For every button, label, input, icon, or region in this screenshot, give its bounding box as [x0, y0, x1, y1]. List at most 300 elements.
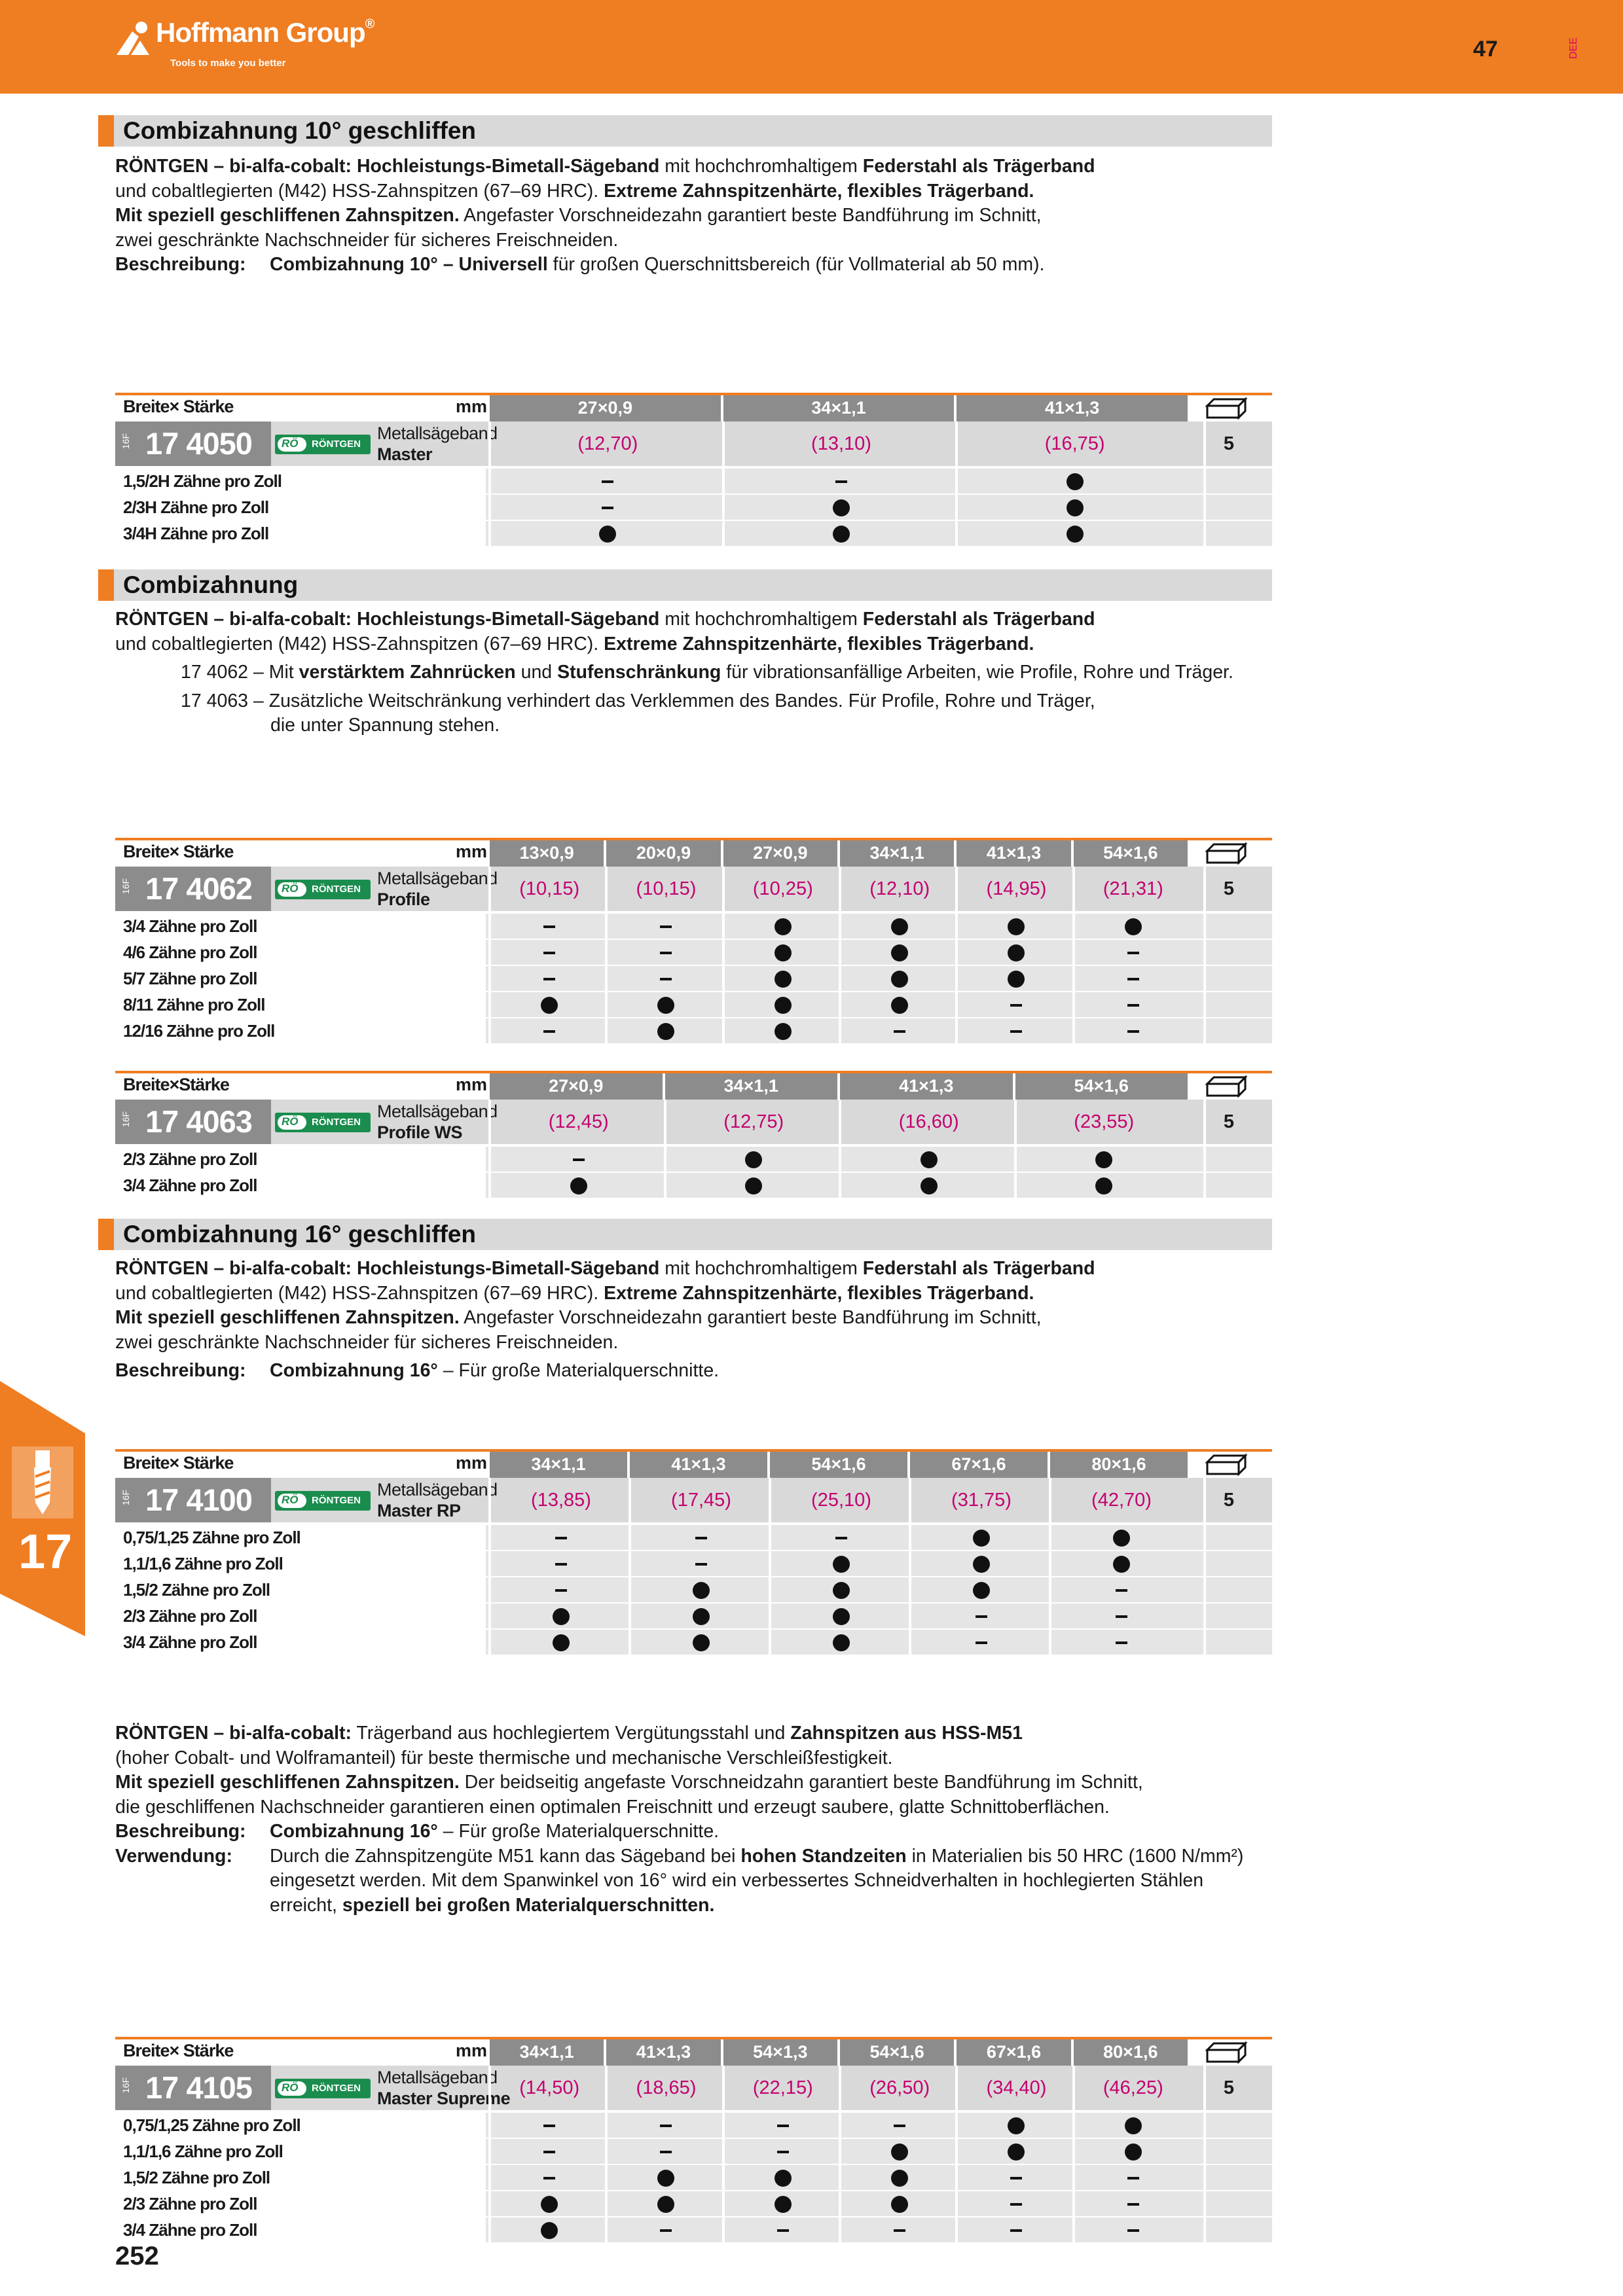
product-description [377, 423, 498, 465]
unit-label: mm [456, 2041, 488, 2060]
text-bold: RÖNTGEN – bi-alfa-cobalt: Hochleistungs-Bimetall-Sägeband [115, 609, 660, 630]
available-dot [657, 997, 674, 1014]
availability-cell[interactable] [488, 521, 725, 546]
section-title: Combizahnung 16° geschliffen [123, 1221, 477, 1247]
availability-cell[interactable] [605, 914, 724, 939]
available-dot [891, 971, 908, 988]
unavailable-dash [543, 925, 555, 928]
available-dot [891, 2144, 908, 2161]
unit-label: mm [456, 842, 488, 861]
availability-cell[interactable] [722, 495, 958, 520]
size-header-cell: 13×0,9 [490, 840, 604, 867]
availability-cell[interactable] [488, 1630, 631, 1655]
text: in Materialien bis 50 HRC (1600 N/mm²) [906, 1845, 1244, 1867]
pack-column-cell [1203, 1147, 1252, 1172]
size-header-cell: 34×1,1 [723, 395, 955, 422]
availability-cell[interactable] [769, 1525, 911, 1550]
product-name: Master RP [377, 1501, 461, 1520]
availability-cell[interactable] [722, 2113, 841, 2138]
roentgen-brand-logo [275, 2079, 371, 2098]
teeth-per-inch-label: 0,75/1,25 Zähne pro Zoll [123, 1528, 301, 1547]
unavailable-dash [1127, 2177, 1139, 2179]
availability-cell[interactable] [488, 2217, 608, 2242]
teeth-per-inch-label: 5/7 Zähne pro Zoll [123, 969, 257, 988]
availability-cell[interactable] [839, 1173, 1017, 1198]
availability-cell[interactable] [629, 1525, 771, 1550]
availability-cell[interactable] [955, 914, 1074, 939]
size-header-cell: 54×1,3 [723, 2039, 837, 2066]
unavailable-dash [660, 952, 672, 954]
availability-cell[interactable] [629, 1630, 771, 1655]
product-type: Metallsägeband [377, 869, 498, 888]
text: Angefaster Vorschneidezahn garantiert beste Bandführung im Schnitt, [459, 205, 1042, 226]
brand-oval [278, 882, 306, 897]
unavailable-dash [1116, 1589, 1127, 1592]
unavailable-dash [1116, 1641, 1127, 1644]
availability-cell[interactable] [909, 1551, 1051, 1576]
price-cell[interactable]: (10,25) [722, 867, 841, 911]
availability-cell[interactable] [955, 2165, 1074, 2190]
available-dot [775, 971, 792, 988]
availability-cell[interactable] [839, 2113, 958, 2138]
price-cell[interactable]: (42,70) [1049, 1478, 1192, 1522]
teeth-per-inch-label: 8/11 Zähne pro Zoll [123, 995, 265, 1014]
availability-cell[interactable] [488, 914, 608, 939]
pack-column-cell [1203, 1525, 1252, 1550]
product-row[interactable] [115, 2066, 1272, 2110]
text: für vibrationsanfällige Arbeiten, wie Profile, Rohre und Träger. [721, 662, 1233, 683]
availability-cell[interactable] [664, 1173, 842, 1198]
availability-cell[interactable] [1072, 940, 1192, 965]
pack-column-cell [1203, 1173, 1252, 1198]
availability-cell[interactable] [839, 1147, 1017, 1172]
teeth-per-inch-label: 1,1/1,6 Zähne pro Zoll [123, 2142, 283, 2161]
product-description [377, 868, 498, 910]
available-dot [1095, 1151, 1112, 1168]
availability-cell[interactable] [629, 1551, 771, 1576]
availability-cell[interactable] [839, 2165, 958, 2190]
availability-cell[interactable] [664, 1147, 842, 1172]
price-cell[interactable]: (46,25) [1072, 2066, 1192, 2110]
available-dot [973, 1556, 990, 1573]
unavailable-dash [573, 1158, 585, 1161]
availability-cell[interactable] [488, 1604, 631, 1628]
text: und cobaltlegierten (M42) HSS-Zahnspitzen (67–69 HRC). [115, 633, 604, 655]
unavailable-dash [894, 2229, 905, 2232]
unavailable-dash [835, 480, 847, 483]
text: (hoher Cobalt- und Wolframanteil) für beste thermische und mechanische Verschleißfestigkeit. [115, 1747, 893, 1768]
available-dot [1008, 2117, 1025, 2134]
unavailable-dash [660, 2151, 672, 2153]
price-cell[interactable]: (18,65) [605, 2066, 724, 2110]
availability-cell[interactable] [909, 1604, 1051, 1628]
size-header-row [115, 393, 1272, 422]
unit-label: mm [456, 1453, 488, 1473]
availability-cell[interactable] [488, 1018, 608, 1043]
section-accent [98, 115, 114, 147]
unavailable-dash [660, 2229, 672, 2232]
roentgen-brand-logo [275, 435, 371, 454]
text-bold: verstärktem Zahnrücken [299, 662, 516, 683]
available-dot [657, 1023, 674, 1040]
teeth-per-inch-label: 4/6 Zähne pro Zoll [123, 942, 257, 962]
text: eingesetzt werden. Mit dem Spanwinkel von 16° wird ein verbessertes Schneidverhalten in hochlegierten Stählen [270, 1870, 1204, 1891]
brand-reg: ® [365, 17, 374, 31]
available-dot [541, 2196, 558, 2213]
page-number: 47 [1473, 37, 1498, 62]
availability-cell[interactable] [605, 992, 724, 1017]
price-cell[interactable]: (12,70) [488, 422, 725, 466]
brand-oval [278, 2081, 306, 2096]
teeth-row [115, 2113, 1272, 2138]
availability-cell[interactable] [1072, 992, 1192, 1017]
availability-cell[interactable] [488, 2191, 608, 2216]
availability-cell[interactable] [605, 2217, 724, 2242]
available-dot [891, 997, 908, 1014]
section-header-combi-16 [98, 1219, 1272, 1250]
pack-column-cell [1203, 1604, 1252, 1628]
teeth-row [115, 992, 1272, 1017]
available-dot [745, 1151, 762, 1168]
availability-cell[interactable] [722, 1018, 841, 1043]
teeth-row [115, 2191, 1272, 2216]
product-row[interactable] [115, 1100, 1272, 1144]
product-row[interactable] [115, 867, 1272, 911]
availability-cell[interactable] [769, 1577, 911, 1602]
availability-cell[interactable] [605, 966, 724, 991]
text-bold: RÖNTGEN – bi-alfa-cobalt: Hochleistungs-Bimetall-Sägeband [115, 1258, 660, 1279]
text-bold: RÖNTGEN – bi-alfa-cobalt: Hochleistungs-Bimetall-Sägeband [115, 156, 660, 177]
availability-cell[interactable] [1072, 2165, 1192, 2190]
product-table-174050 [115, 393, 1272, 550]
available-dot [1113, 1556, 1130, 1573]
availability-cell[interactable] [722, 2217, 841, 2242]
teeth-label-cell [115, 1173, 486, 1198]
text-bold: Mit speziell geschliffenen Zahnspitzen. [115, 1307, 460, 1328]
product-description [377, 1479, 498, 1521]
availability-cell[interactable] [488, 495, 725, 520]
availability-cell[interactable] [722, 469, 958, 493]
availability-cell[interactable] [955, 992, 1074, 1017]
availability-cell[interactable] [488, 1147, 666, 1172]
availability-cell[interactable] [1049, 1577, 1192, 1602]
text-bold: Stufenschränkung [557, 662, 721, 683]
availability-cell[interactable] [488, 1173, 666, 1198]
hoffmann-logo[interactable] [115, 17, 403, 77]
price-cell[interactable]: (13,85) [488, 1478, 631, 1522]
price-cell[interactable]: (23,55) [1014, 1100, 1192, 1144]
available-dot [973, 1530, 990, 1547]
available-dot [833, 1608, 850, 1625]
teeth-per-inch-label: 3/4H Zähne pro Zoll [123, 524, 269, 543]
availability-cell[interactable] [488, 966, 608, 991]
teeth-label-cell [115, 966, 486, 991]
package-box-icon [1203, 840, 1249, 867]
brand-oval-text: RÖ [282, 1115, 299, 1128]
size-header-cell: 80×1,6 [1050, 1452, 1188, 1478]
price-cell[interactable]: (34,40) [955, 2066, 1074, 2110]
availability-cell[interactable] [1072, 2113, 1192, 2138]
text: mit hochchromhaltigem [659, 609, 863, 630]
availability-cell[interactable] [839, 940, 958, 965]
pack-column-cell [1203, 1630, 1252, 1655]
size-caption: Breite× Stärke [123, 397, 234, 416]
available-dot [1067, 499, 1084, 516]
text-bold: Extreme Zahnspitzenhärte, flexibles Trägerband. [604, 1282, 1034, 1304]
availability-cell[interactable] [629, 1604, 771, 1628]
availability-cell[interactable] [722, 521, 958, 546]
brand-tagline: Tools to make you better [170, 58, 286, 69]
availability-cell[interactable] [488, 1525, 631, 1550]
size-caption: Breite× Stärke [123, 2041, 234, 2060]
teeth-per-inch-label: 3/4 Zähne pro Zoll [123, 1175, 257, 1195]
price-cell[interactable]: (26,50) [839, 2066, 958, 2110]
availability-cell[interactable] [955, 521, 1192, 546]
text-bold: Mit speziell geschliffenen Zahnspitzen. [115, 1772, 460, 1793]
unavailable-dash [1127, 1004, 1139, 1007]
availability-cell[interactable] [605, 2165, 724, 2190]
article-number: 17 4105 [145, 2070, 252, 2105]
price-cell[interactable]: (25,10) [769, 1478, 911, 1522]
availability-cell[interactable] [488, 2165, 608, 2190]
article-number-box [115, 1100, 271, 1144]
availability-cell[interactable] [955, 495, 1192, 520]
price-cell[interactable]: (14,50) [488, 2066, 608, 2110]
unavailable-dash [1127, 978, 1139, 980]
unavailable-dash [1127, 2203, 1139, 2206]
unavailable-dash [543, 952, 555, 954]
unavailable-dash [543, 2177, 555, 2179]
teeth-row [115, 1147, 1272, 1172]
availability-cell[interactable] [909, 1630, 1051, 1655]
pack-quantity: 5 [1203, 1478, 1252, 1522]
text: – Für große Materialquerschnitte. [437, 1821, 720, 1842]
teeth-row [115, 2217, 1272, 2242]
availability-cell[interactable] [488, 469, 725, 493]
price-cell[interactable]: (22,15) [722, 2066, 841, 2110]
unit-label: mm [456, 397, 488, 416]
language-code: DEE [1568, 37, 1579, 59]
availability-cell[interactable] [1072, 2139, 1192, 2164]
availability-cell[interactable] [839, 1018, 958, 1043]
availability-cell[interactable] [722, 2191, 841, 2216]
available-dot [1125, 2117, 1142, 2134]
availability-cell[interactable] [955, 2139, 1074, 2164]
availability-cell[interactable] [1072, 914, 1192, 939]
product-table-174062 [115, 838, 1272, 1047]
availability-cell[interactable] [1072, 2191, 1192, 2216]
article-prefix: 16F [120, 1111, 131, 1128]
article-prefix: 16F [120, 878, 131, 895]
availability-cell[interactable] [722, 2139, 841, 2164]
unavailable-dash [894, 2125, 905, 2127]
product-row[interactable] [115, 1478, 1272, 1522]
teeth-per-inch-label: 1,5/2H Zähne pro Zoll [123, 471, 282, 491]
availability-cell[interactable] [488, 2113, 608, 2138]
availability-cell[interactable] [488, 940, 608, 965]
availability-cell[interactable] [1014, 1147, 1192, 1172]
teeth-row [115, 469, 1272, 493]
available-dot [553, 1608, 570, 1625]
roentgen-brand-logo [275, 1491, 371, 1511]
product-name: Profile [377, 889, 430, 909]
availability-cell[interactable] [955, 2191, 1074, 2216]
article-prefix: 16F [120, 433, 131, 450]
unavailable-dash [555, 1537, 567, 1539]
price-cell[interactable]: (10,15) [605, 867, 724, 911]
availability-cell[interactable] [488, 1577, 631, 1602]
availability-cell[interactable] [1049, 1551, 1192, 1576]
availability-cell[interactable] [488, 2139, 608, 2164]
available-dot [541, 2222, 558, 2239]
availability-cell[interactable] [839, 914, 958, 939]
availability-cell[interactable] [839, 2139, 958, 2164]
availability-cell[interactable] [1049, 1525, 1192, 1550]
availability-cell[interactable] [605, 2191, 724, 2216]
availability-cell[interactable] [955, 966, 1074, 991]
text-bold: Federstahl als Trägerband [862, 1258, 1095, 1279]
teeth-label-cell [115, 1525, 486, 1550]
price-cell[interactable]: (16,60) [839, 1100, 1017, 1144]
teeth-per-inch-label: 2/3 Zähne pro Zoll [123, 1149, 257, 1169]
unavailable-dash [976, 1615, 987, 1618]
size-header-cell: 80×1,6 [1074, 2039, 1188, 2066]
price-cell[interactable]: (14,95) [955, 867, 1074, 911]
availability-cell[interactable] [488, 1551, 631, 1576]
availability-cell[interactable] [605, 940, 724, 965]
availability-cell[interactable] [769, 1630, 911, 1655]
package-box-icon [1203, 1452, 1249, 1478]
availability-cell[interactable] [722, 914, 841, 939]
price-cell[interactable]: (12,45) [488, 1100, 666, 1144]
size-header-cell: 41×1,3 [957, 395, 1188, 422]
availability-cell[interactable] [1014, 1173, 1192, 1198]
text: die unter Spannung stehen. [270, 715, 500, 736]
availability-cell[interactable] [955, 1018, 1074, 1043]
teeth-per-inch-label: 1,5/2 Zähne pro Zoll [123, 2168, 270, 2187]
availability-cell[interactable] [839, 966, 958, 991]
price-cell[interactable]: (10,15) [488, 867, 608, 911]
availability-cell[interactable] [1049, 1604, 1192, 1628]
product-type: Metallsägeband [377, 423, 498, 443]
unavailable-dash [543, 1030, 555, 1033]
product-description [377, 1101, 498, 1143]
available-dot [1008, 2144, 1025, 2161]
availability-cell[interactable] [722, 940, 841, 965]
availability-cell[interactable] [722, 966, 841, 991]
available-dot [553, 1634, 570, 1651]
size-header-cell: 20×0,9 [606, 840, 720, 867]
unavailable-dash [894, 1030, 905, 1033]
price-cell[interactable]: (13,10) [722, 422, 958, 466]
available-dot [1113, 1530, 1130, 1547]
teeth-row [115, 2165, 1272, 2190]
availability-cell[interactable] [1072, 1018, 1192, 1043]
availability-cell[interactable] [769, 1604, 911, 1628]
availability-cell[interactable] [839, 992, 958, 1017]
teeth-per-inch-label: 12/16 Zähne pro Zoll [123, 1021, 275, 1041]
text: Angefaster Vorschneidezahn garantiert beste Bandführung im Schnitt, [459, 1307, 1042, 1328]
price-cell[interactable]: (16,75) [955, 422, 1192, 466]
section-accent [98, 569, 114, 601]
availability-cell[interactable] [955, 2113, 1074, 2138]
availability-cell[interactable] [605, 2139, 724, 2164]
available-dot [1008, 971, 1025, 988]
available-dot [833, 1634, 850, 1651]
size-header-cell: 34×1,1 [840, 840, 954, 867]
unavailable-dash [777, 2151, 789, 2153]
price-cell[interactable]: (17,45) [629, 1478, 771, 1522]
availability-cell[interactable] [722, 992, 841, 1017]
product-type: Metallsägeband [377, 2068, 498, 2087]
teeth-label-cell [115, 1147, 486, 1172]
price-cell[interactable]: (12,75) [664, 1100, 842, 1144]
teeth-label-cell [115, 992, 486, 1017]
size-header-cell: 34×1,1 [665, 1073, 838, 1100]
teeth-row [115, 1173, 1272, 1198]
unavailable-dash [543, 2151, 555, 2153]
availability-cell[interactable] [1072, 2217, 1192, 2242]
availability-cell[interactable] [629, 1577, 771, 1602]
price-cell[interactable]: (12,10) [839, 867, 958, 911]
availability-cell[interactable] [605, 2113, 724, 2138]
text-bold: RÖNTGEN – bi-alfa-cobalt: [115, 1723, 352, 1744]
unit-label: mm [456, 1075, 488, 1094]
teeth-label-cell [115, 2113, 486, 2138]
availability-cell[interactable] [605, 1018, 724, 1043]
availability-cell[interactable] [722, 2165, 841, 2190]
availability-cell[interactable] [909, 1577, 1051, 1602]
availability-cell[interactable] [955, 2217, 1074, 2242]
product-name: Profile WS [377, 1122, 463, 1142]
teeth-label-cell [115, 2165, 486, 2190]
availability-cell[interactable] [839, 2191, 958, 2216]
pack-column-cell [1203, 940, 1252, 965]
teeth-label-cell [115, 2139, 486, 2164]
availability-cell[interactable] [1072, 966, 1192, 991]
product-name: Master [377, 444, 433, 464]
available-dot [1125, 2144, 1142, 2161]
chapter-side-tab[interactable] [0, 1381, 85, 1636]
teeth-row [115, 966, 1272, 991]
size-header-row [115, 2037, 1272, 2066]
availability-cell[interactable] [1049, 1630, 1192, 1655]
size-header-cell: 54×1,6 [1074, 840, 1188, 867]
availability-cell[interactable] [955, 469, 1192, 493]
article-number-box [115, 1478, 271, 1522]
availability-cell[interactable] [909, 1525, 1051, 1550]
size-header-row [115, 838, 1272, 867]
pack-quantity: 5 [1203, 422, 1252, 466]
teeth-per-inch-label: 2/3 Zähne pro Zoll [123, 1606, 257, 1626]
available-dot [1125, 918, 1142, 935]
teeth-label-cell [115, 469, 486, 493]
price-cell[interactable]: (31,75) [909, 1478, 1051, 1522]
pack-quantity: 5 [1203, 867, 1252, 911]
product-row[interactable] [115, 422, 1272, 466]
available-dot [833, 1582, 850, 1599]
availability-cell[interactable] [769, 1551, 911, 1576]
teeth-per-inch-label: 1,1/1,6 Zähne pro Zoll [123, 1554, 283, 1573]
price-cell[interactable]: (21,31) [1072, 867, 1192, 911]
availability-cell[interactable] [488, 992, 608, 1017]
text: 17 4062 – Mit [181, 662, 299, 683]
section-accent [98, 1219, 114, 1250]
availability-cell[interactable] [839, 2217, 958, 2242]
size-header-cell: 41×1,3 [606, 2039, 720, 2066]
availability-cell[interactable] [955, 940, 1074, 965]
available-dot [657, 2170, 674, 2187]
